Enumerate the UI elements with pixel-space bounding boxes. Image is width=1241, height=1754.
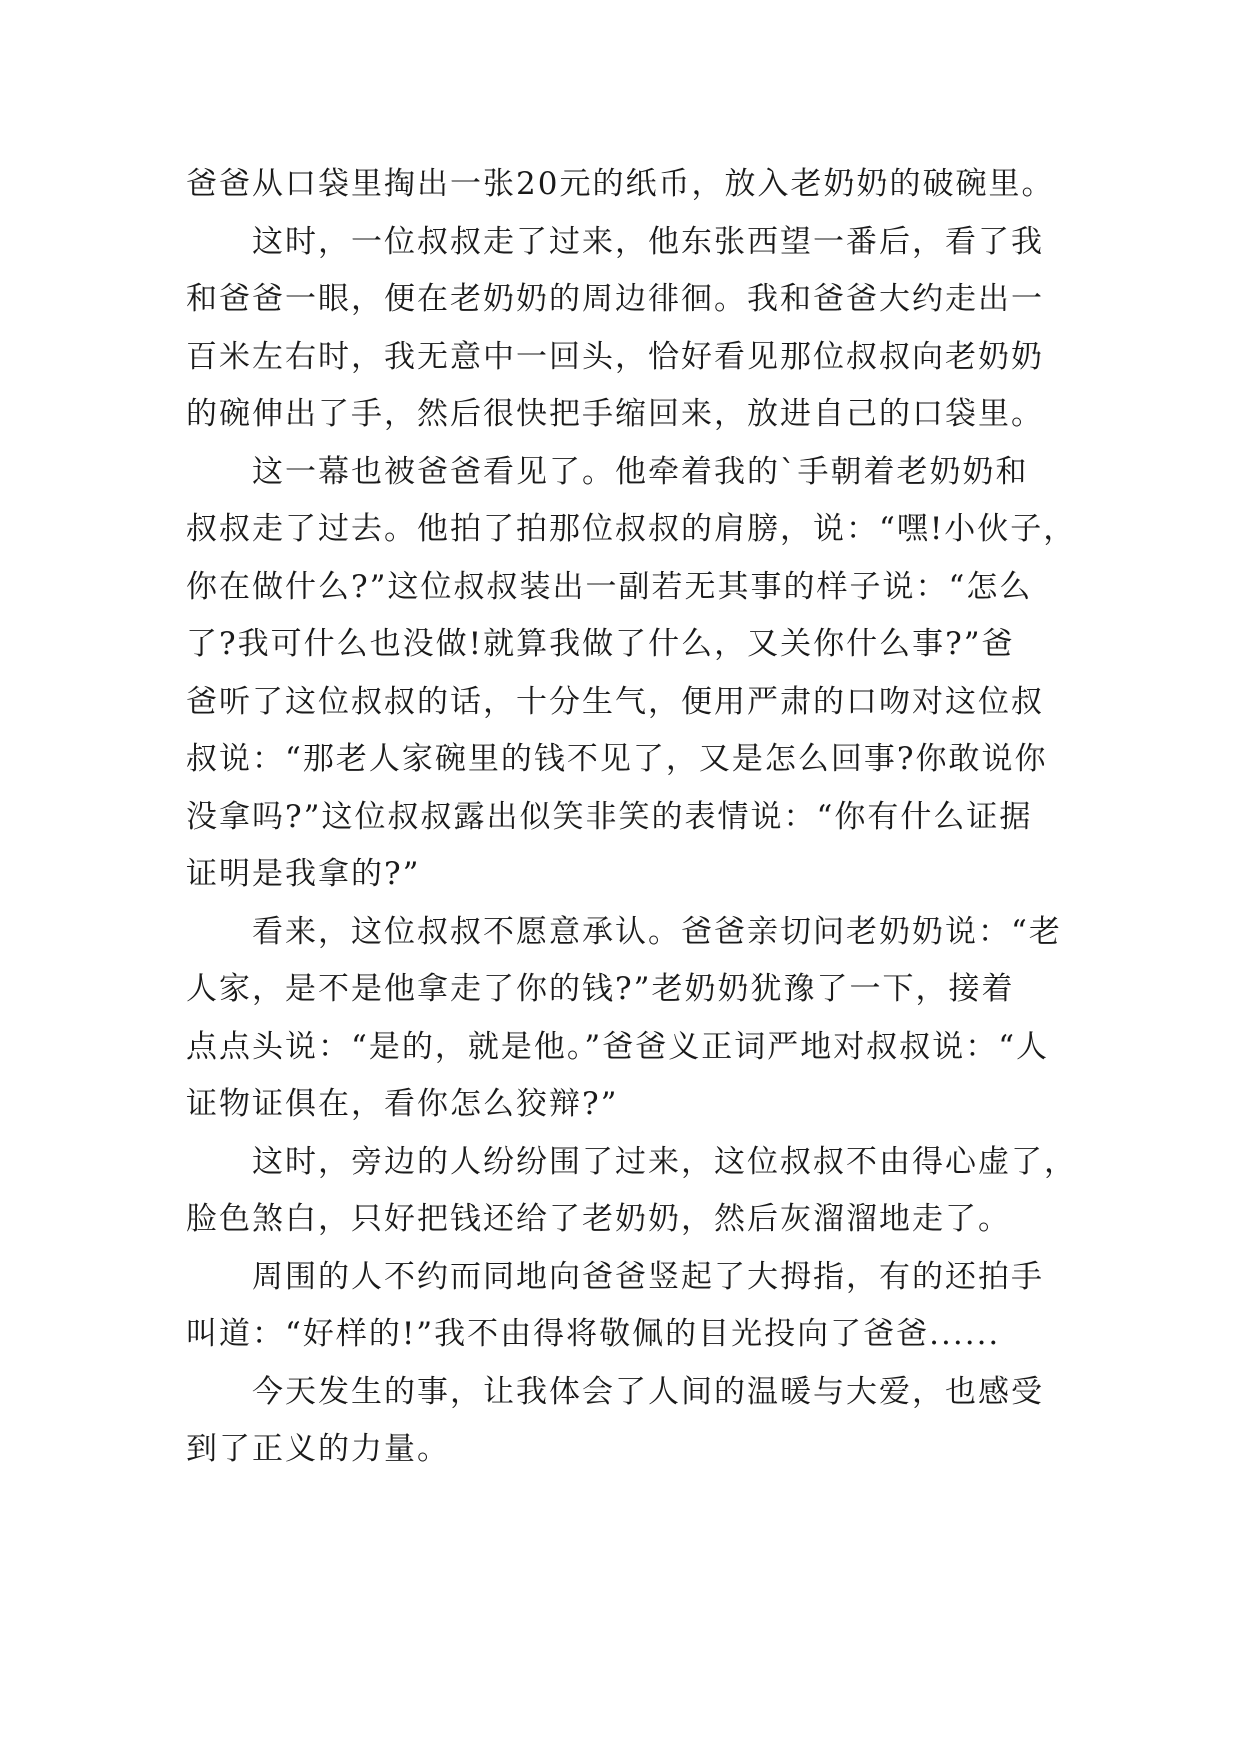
text-line: 看来，这位叔叔不愿意承认。爸爸亲切问老奶奶说：“老 — [252, 913, 1062, 950]
text-line: 这时，一位叔叔走了过来，他东张西望一番后，看了我 — [252, 223, 1044, 260]
text-line: 叔说：“那老人家碗里的钱不见了，又是怎么回事?你敢说你 — [186, 741, 1048, 777]
text-line: 百米左右时，我无意中一回头，恰好看见那位叔叔向老奶奶 — [186, 338, 1044, 375]
text-line: 证物证俱在，看你怎么狡辩?” — [186, 1086, 619, 1122]
text-line: 人家，是不是他拿走了你的钱?”老奶奶犹豫了一下，接着 — [186, 971, 1015, 1007]
text-line: 叔叔走了过去。他拍了拍那位叔叔的肩膀，说：“嘿!小伙子， — [186, 511, 1077, 547]
text-line: 你在做什么?”这位叔叔装出一副若无其事的样子说：“怎么 — [186, 568, 1033, 605]
text-line: 这一幕也被爸爸看见了。他牵着我的`手朝着老奶奶和 — [252, 453, 1029, 490]
text-line: 证明是我拿的?” — [186, 856, 421, 892]
text-line: 今天发生的事，让我体会了人间的温暖与大爱，也感受 — [252, 1373, 1044, 1410]
document-body — [186, 156, 1077, 1479]
text-line: 这时，旁边的人纷纷围了过来，这位叔叔不由得心虚了， — [252, 1143, 1077, 1180]
text-line: 脸色煞白，只好把钱还给了老奶奶，然后灰溜溜地走了。 — [186, 1201, 1011, 1237]
text-line: 爸听了这位叔叔的话，十分生气，便用严肃的口吻对这位叔 — [186, 683, 1044, 720]
text-line: 没拿吗?”这位叔叔露出似笑非笑的表情说：“你有什么证据 — [186, 798, 1033, 835]
text-line: 周围的人不约而同地向爸爸竖起了大拇指，有的还拍手 — [252, 1258, 1044, 1295]
text-line: 了?我可什么也没做!就算我做了什么，又关你什么事?”爸 — [186, 626, 1015, 662]
text-line: 点点头说：“是的，就是他。”爸爸义正词严地对叔叔说：“人 — [186, 1028, 1050, 1065]
text-line: 和爸爸一眼，便在老奶奶的周边徘徊。我和爸爸大约走出一 — [186, 281, 1044, 317]
text-line: 爸爸从口袋里掏出一张20元的纸币，放入老奶奶的破碗里。 — [186, 166, 1055, 202]
text-line: 到了正义的力量。 — [186, 1431, 450, 1467]
text-line: 的碗伸出了手，然后很快把手缩回来，放进自己的口袋里。 — [186, 396, 1044, 432]
text-line: 叫道：“好样的!”我不由得将敬佩的目光投向了爸爸...... — [186, 1316, 1001, 1352]
